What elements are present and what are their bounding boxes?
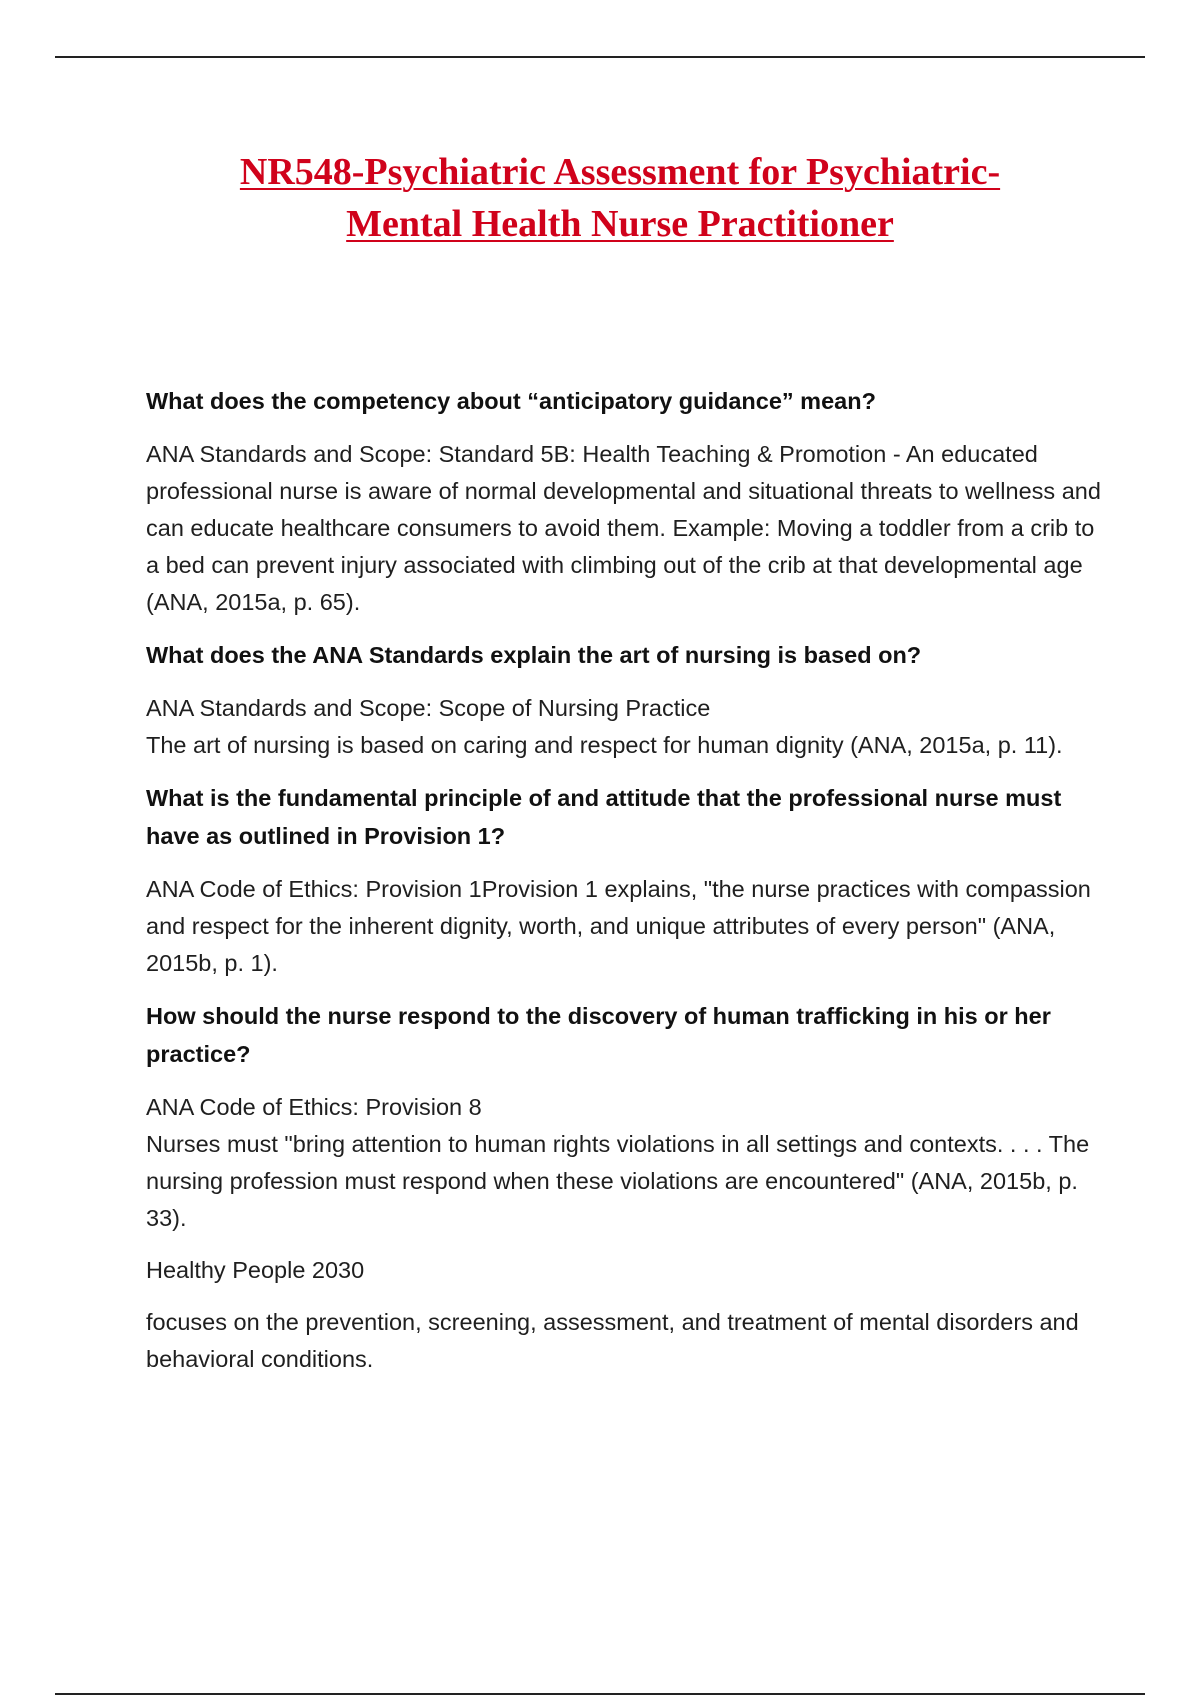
answer-text [146,1089,1106,1237]
document-title [100,146,1140,250]
answer-line: ANA Standards and Scope: Standard 5B: Health Teaching & Promotion - An educated professional nurse is aware of normal developmental and situational threats to wellness and can educate healthcare consumers to avoid them. Example: Moving a toddler from a crib to a bed can prevent injury associated with climbing out of the crib at that developmental age (ANA, 2015a, p. 65). [146,441,1101,615]
question-text: How should the nurse respond to the discovery of human trafficking in his or her practice? [146,1003,1051,1067]
answer-line: ANA Code of Ethics: Provision 1Provision 1 explains, "the nurse practices with compassion and respect for the inherent dignity, worth, and unique attributes of every person" (ANA, 2015b, p. 1). [146,876,1091,976]
healthy-people-heading: Healthy People 2030 [146,1257,365,1283]
answer-line: ANA Code of Ethics: Provision 8 [146,1094,482,1120]
question-text: What does the competency about “anticipatory guidance” mean? [146,388,876,414]
answer-text [146,690,1106,764]
document-body [146,382,1106,1393]
healthy-people-text: focuses on the prevention, screening, assessment, and treatment of mental disorders and behavioral conditions. [146,1309,1079,1372]
answer-text [146,871,1106,982]
title-line-1: NR548-Psychiatric Assessment for Psychiatric- [239,151,1001,193]
question-text: What is the fundamental principle of and attitude that the professional nurse must have as outlined in Provision 1? [146,785,1062,849]
qa-block-art-of-nursing [146,636,1106,764]
qa-block-anticipatory-guidance [146,382,1106,621]
qa-block-human-trafficking [146,997,1106,1237]
top-rule [55,56,1145,58]
answer-line: The art of nursing is based on caring and respect for human dignity (ANA, 2015a, p. 11). [146,732,1063,758]
answer-line: Nurses must "bring attention to human rights violations in all settings and contexts. . . . The nursing profession must respond when these violations are encountered" (ANA, 2015b, p. 33). [146,1131,1090,1231]
answer-text [146,436,1106,621]
bottom-rule [55,1693,1145,1695]
question-text: What does the ANA Standards explain the art of nursing is based on? [146,642,922,668]
answer-line: ANA Standards and Scope: Scope of Nursing Practice [146,695,711,721]
title-line-2: Mental Health Nurse Practitioner [346,203,894,245]
qa-block-provision-1 [146,779,1106,982]
